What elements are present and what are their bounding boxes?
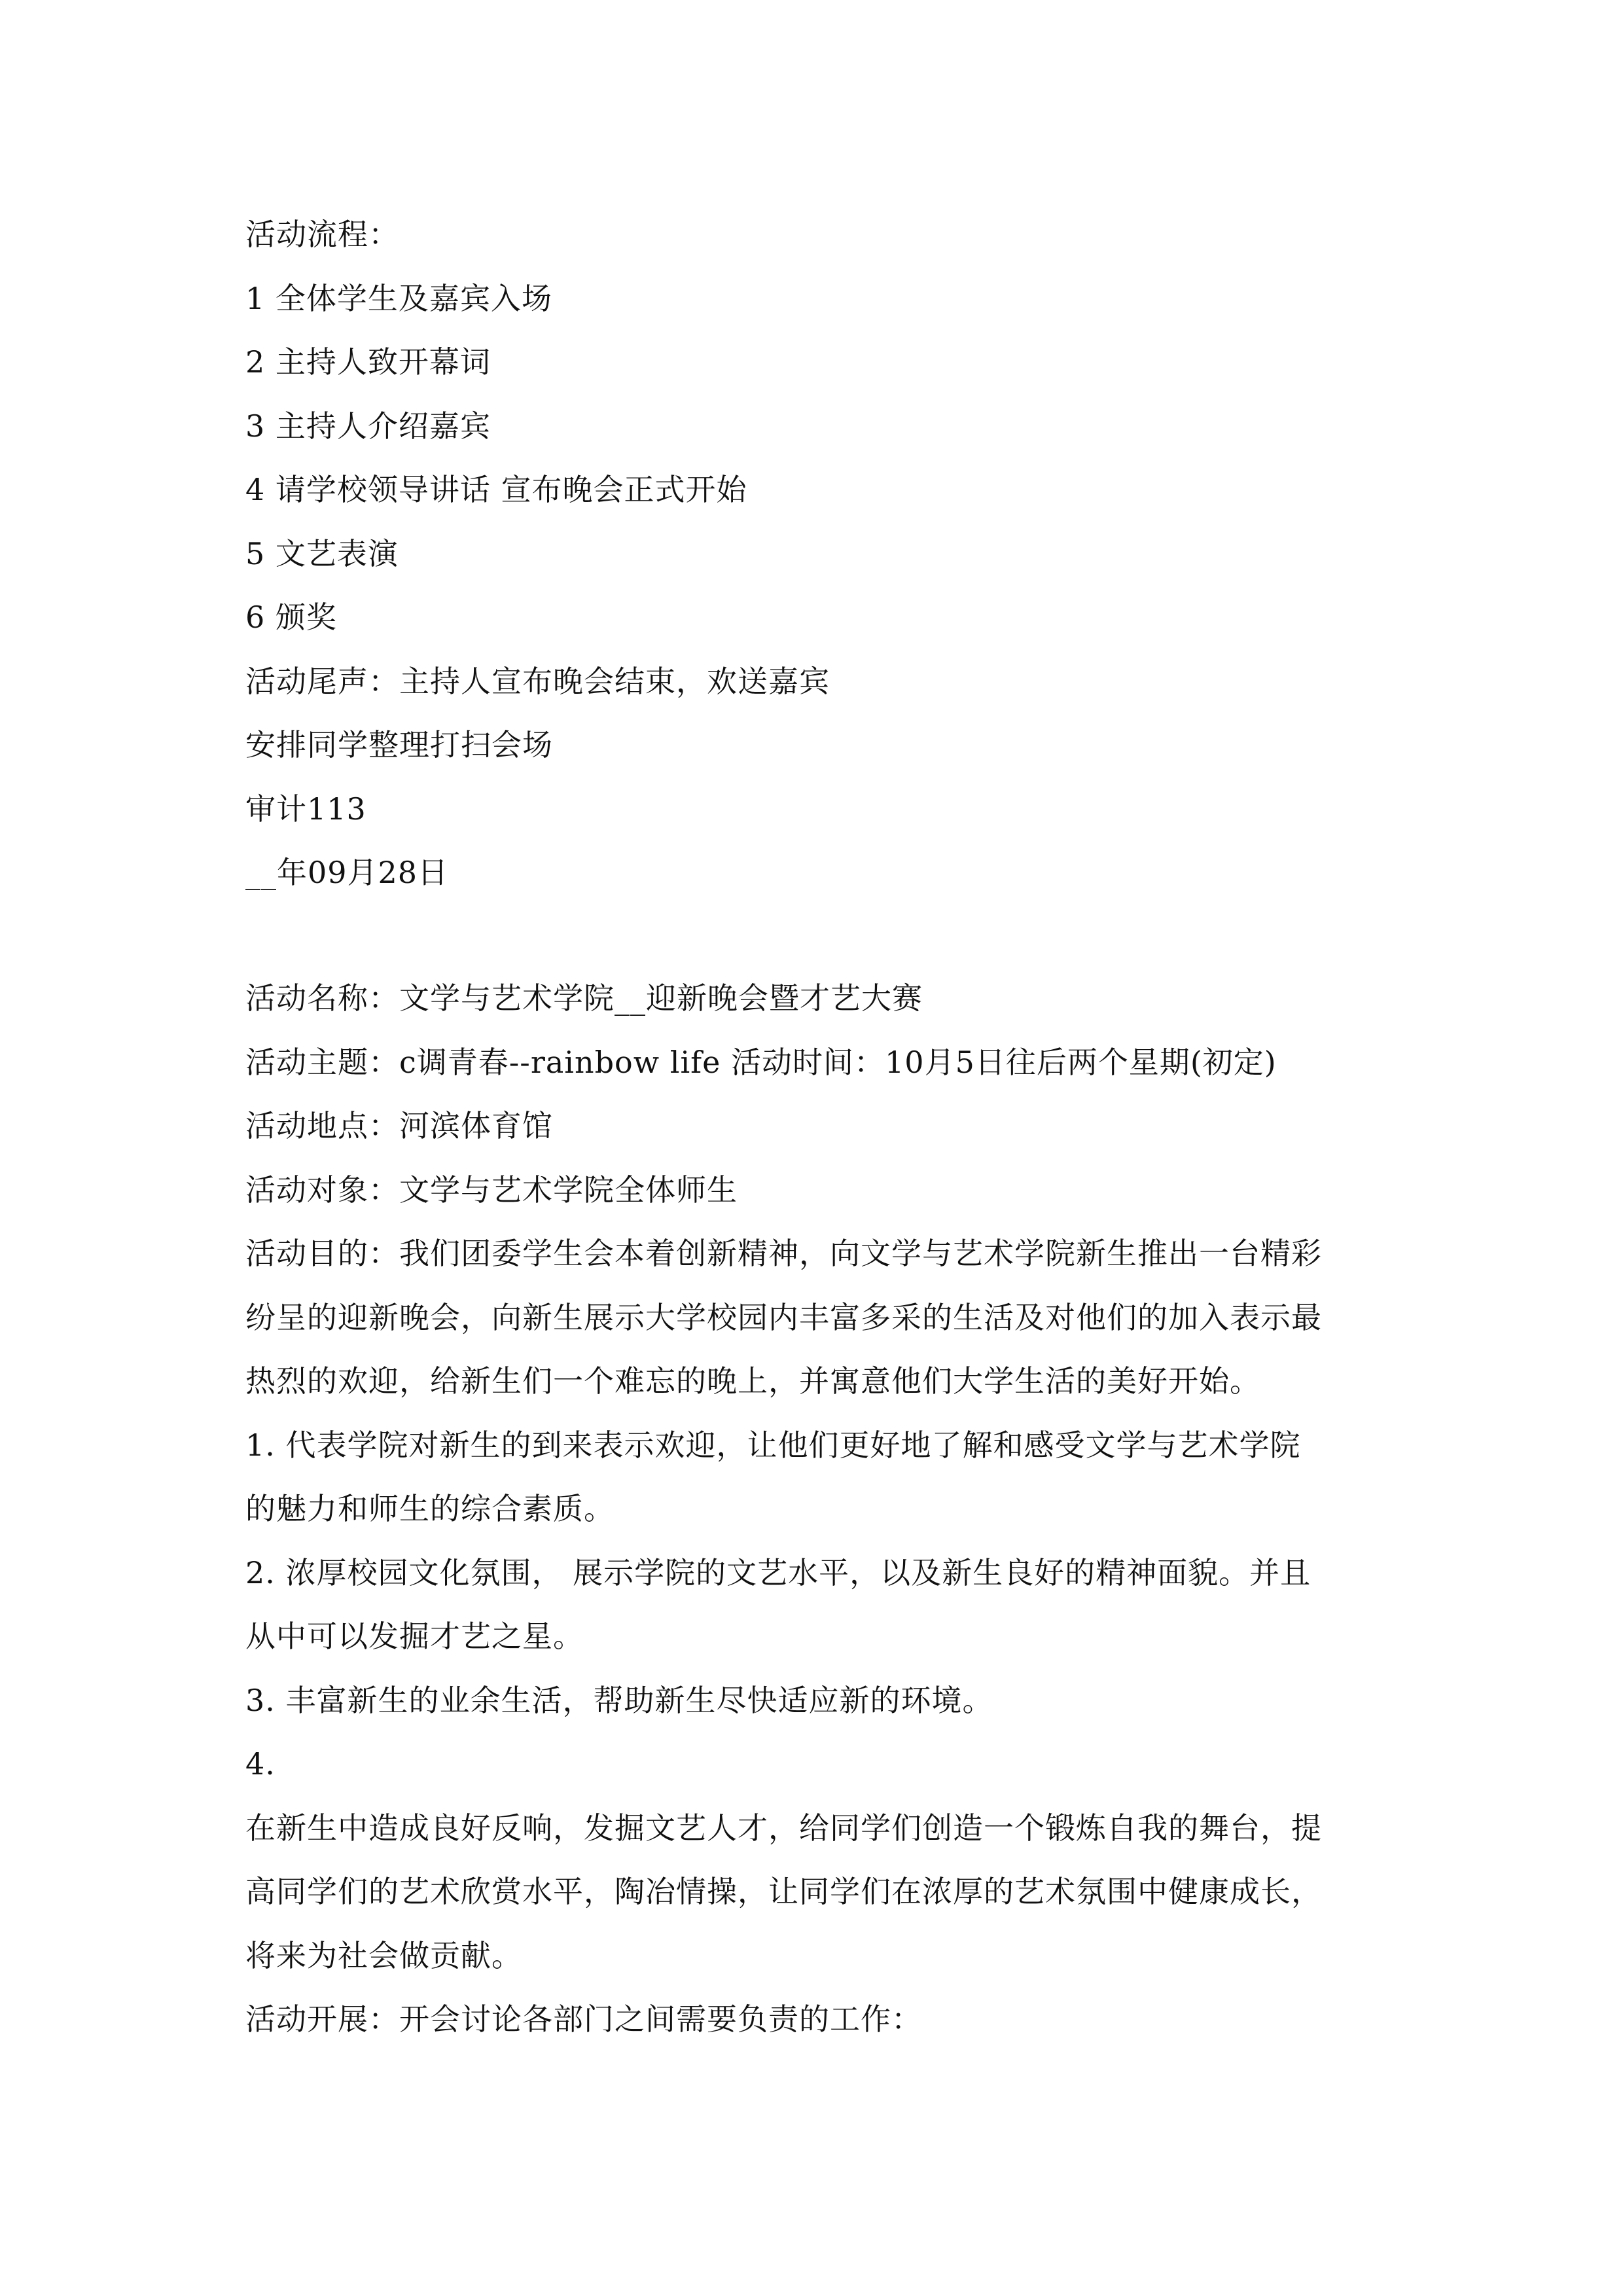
- activity-procedure-section: [245, 203, 1397, 905]
- goal-1-line-2: 的魅力和师生的综合素质。: [245, 1491, 615, 1526]
- cleanup-arrangement: 安排同学整理打扫会场: [245, 727, 553, 762]
- class-name: 审计113: [245, 791, 366, 827]
- procedure-step-6: 6 颁奖: [245, 600, 337, 635]
- goal-2-line-1: 2. 浓厚校园文化氛围， 展示学院的文艺水平，以及新生良好的精神面貌。并且: [245, 1554, 1311, 1590]
- procedure-step-1: 1 全体学生及嘉宾入场: [245, 280, 552, 316]
- procedure-step-5: 5 文艺表演: [245, 535, 399, 571]
- activity-plan-section: [245, 967, 1397, 2052]
- activity-theme-time: 活动主题：c调青春--rainbow life 活动时间：10月5日往后两个星期(初定): [245, 1044, 1277, 1080]
- goal-4-number: 4.: [245, 1746, 276, 1782]
- procedure-step-2: 2 主持人致开幕词: [245, 344, 491, 380]
- activity-purpose-line-2: 纷呈的迎新晚会，向新生展示大学校园内丰富多采的生活及对他们的加入表示最: [245, 1299, 1322, 1335]
- goal-3: 3. 丰富新生的业余生活，帮助新生尽快适应新的环境。: [245, 1682, 993, 1718]
- activity-development: 活动开展：开会讨论各部门之间需要负责的工作：: [245, 2001, 922, 2037]
- procedure-heading: 活动流程：: [245, 217, 399, 252]
- goal-4-line-3: 将来为社会做贡献。: [245, 1937, 522, 1973]
- goal-4-line-1: 在新生中造成良好反响，发掘文艺人才，给同学们创造一个锻炼自我的舞台，提: [245, 1810, 1322, 1846]
- procedure-step-4: 4 请学校领导讲话 宣布晚会正式开始: [245, 472, 747, 507]
- goal-4-line-2: 高同学们的艺术欣赏水平，陶冶情操，让同学们在浓厚的艺术氛围中健康成长，: [245, 1874, 1322, 1909]
- goal-1-line-1: 1. 代表学院对新生的到来表示欢迎，让他们更好地了解和感受文学与艺术学院: [245, 1427, 1301, 1463]
- activity-purpose-line-1: 活动目的：我们团委学生会本着创新精神，向文学与艺术学院新生推出一台精彩: [245, 1236, 1322, 1271]
- goal-2-line-2: 从中可以发掘才艺之星。: [245, 1619, 584, 1654]
- document-date: __年09月28日: [245, 855, 449, 890]
- procedure-step-3: 3 主持人介绍嘉宾: [245, 408, 491, 444]
- activity-name: 活动名称：文学与艺术学院__迎新晚会暨才艺大赛: [245, 980, 923, 1016]
- activity-purpose-line-3: 热烈的欢迎，给新生们一个难忘的晚上，并寓意他们大学生活的美好开始。: [245, 1363, 1260, 1399]
- activity-audience: 活动对象：文学与艺术学院全体师生: [245, 1172, 738, 1208]
- activity-ending: 活动尾声：主持人宣布晚会结束，欢送嘉宾: [245, 663, 830, 699]
- activity-location: 活动地点：河滨体育馆: [245, 1108, 553, 1143]
